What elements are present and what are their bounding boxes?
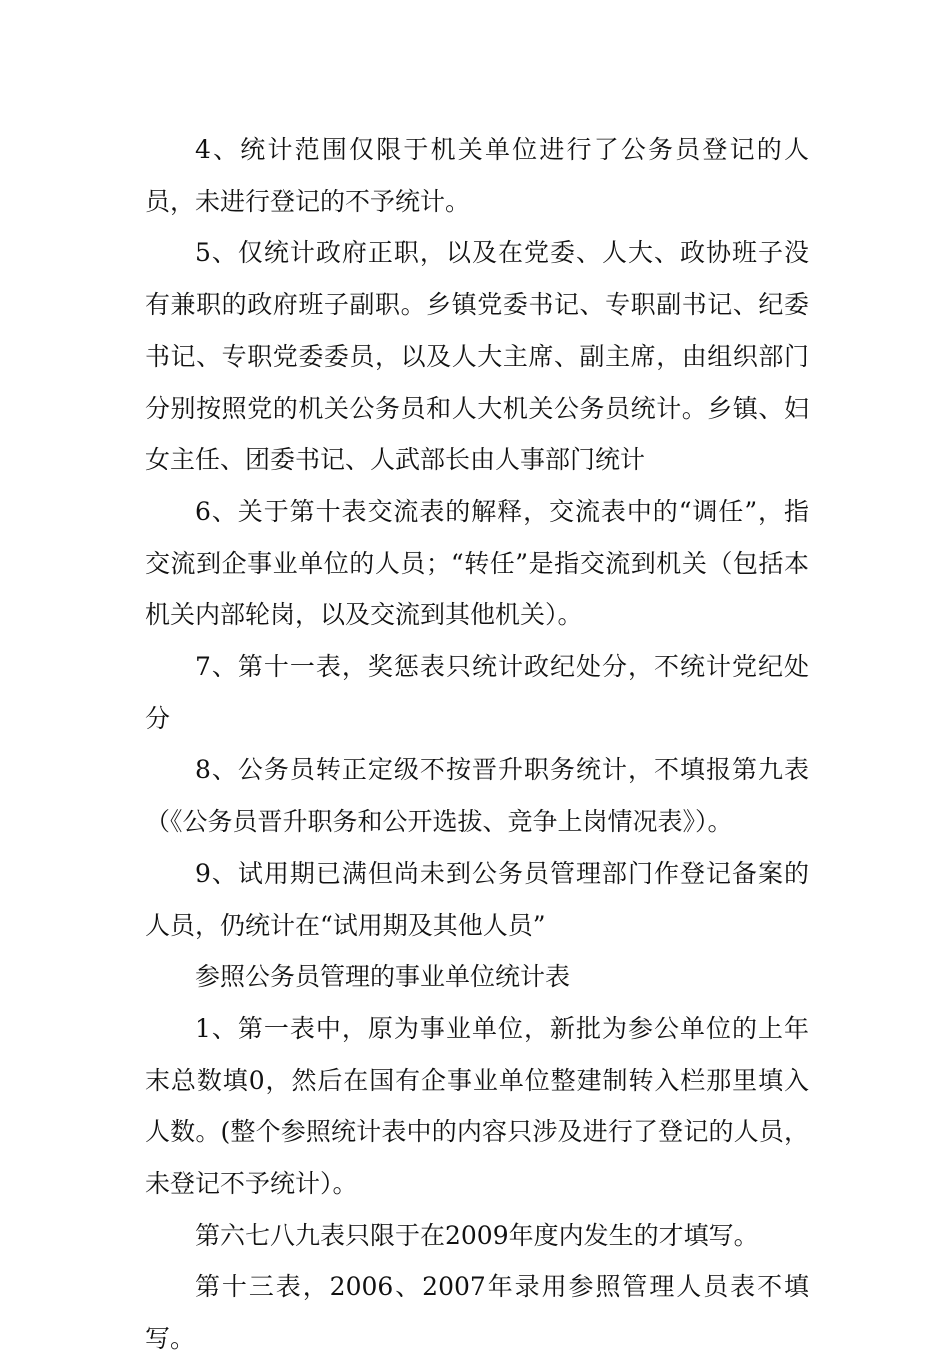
paragraph-item-8: 8、公务员转正定级不按晋升职务统计，不填报第九表（《公务员晋升职务和公开选拔、竞争上岗情况表》）。 bbox=[145, 755, 809, 837]
paragraph-tables-6-9: 第六七八九表只限于在2009年度内发生的才填写。 bbox=[195, 1220, 759, 1250]
paragraph-table-13: 第十三表，2006、2007年录用参照管理人员表不填写。 bbox=[145, 1272, 809, 1354]
document-page bbox=[145, 124, 809, 1365]
paragraph-item-9: 9、试用期已满但尚未到公务员管理部门作登记备案的人员，仍统计在“试用期及其他人员” bbox=[145, 858, 809, 940]
paragraph-item-6: 6、关于第十表交流表的解释，交流表中的“调任”，指交流到企事业单位的人员；“转任”是指交流到机关（包括本机关内部轮岗，以及交流到其他机关）。 bbox=[145, 496, 809, 630]
paragraph-item-5: 5、仅统计政府正职，以及在党委、人大、政协班子没有兼职的政府班子副职。乡镇党委书记、专职副书记、纪委书记、专职党委委员，以及人大主席、副主席，由组织部门分别按照党的机关公务员和人大机关公务员统计。乡镇、妇女主任、团委书记、人武部长由人事部门统计 bbox=[145, 238, 809, 475]
paragraph-item-7: 7、第十一表，奖惩表只统计政纪处分，不统计党纪处分 bbox=[145, 652, 809, 733]
paragraph-item-1: 1、第一表中，原为事业单位，新批为参公单位的上年末总数填0，然后在国有企事业单位整建制转入栏那里填入人数。(整个参照统计表中的内容只涉及进行了登记的人员，未登记不予统计）。 bbox=[145, 1013, 809, 1199]
paragraph-item-4: 4、统计范围仅限于机关单位进行了公务员登记的人员，未进行登记的不予统计。 bbox=[145, 135, 809, 216]
section-heading: 参照公务员管理的事业单位统计表 bbox=[195, 962, 571, 992]
